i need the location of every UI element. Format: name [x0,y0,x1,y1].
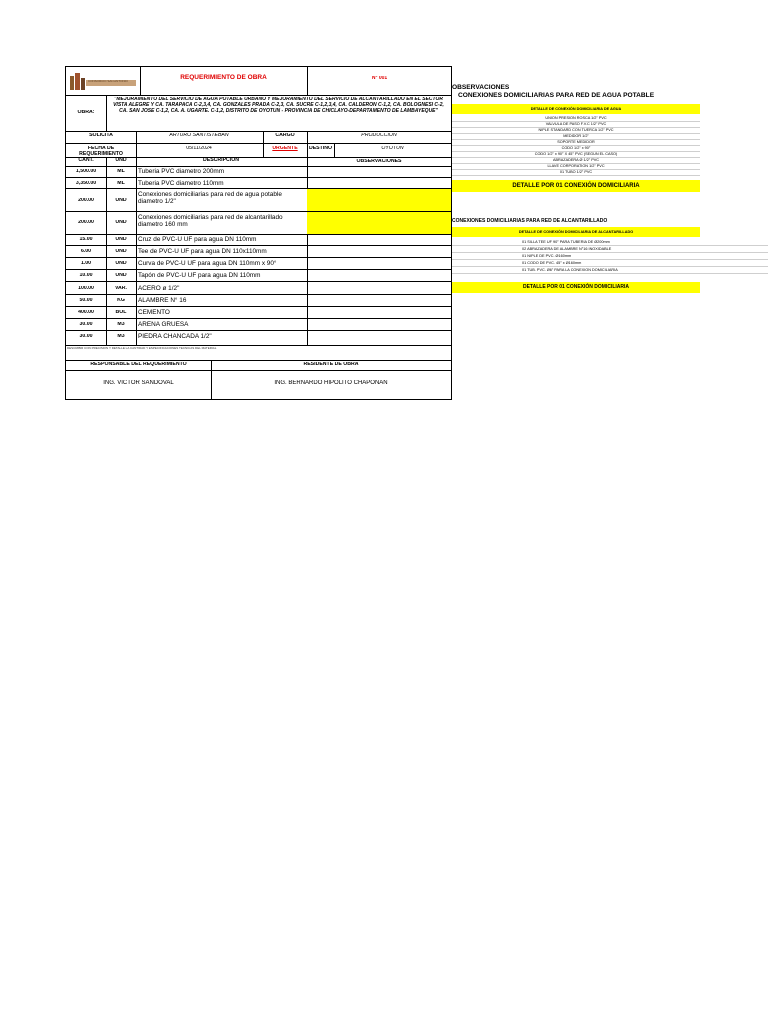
row-desc: Cruz de PVC-U UF para agua DN 110mm [138,236,257,243]
row-cant: 100.00 [78,286,94,291]
row-cant: 200.00 [78,198,94,203]
alcantarillado-section-title: CONEXIONES DOMICILIARIAS PARA RED DE ALCANTARILLADO [452,218,608,224]
company-logo [68,70,138,92]
row-und: UND [115,220,127,225]
obra-label: OBRA: [77,110,95,115]
col-header-desc: DESCRIPCION [202,158,240,163]
document-number: N° 001 [371,76,388,81]
row-und: KG [117,298,125,303]
row-und: UND [115,273,127,278]
list-item: VALVULA DE PASO F.V.C 1/2" PVC [452,121,700,128]
row-desc: Tee de PVC-U UF para agua DN 110x110mm [138,248,267,255]
list-item: LLAVE CORPORATION 1/2" PVC [452,163,700,170]
row-cant: 10.00 [79,273,93,278]
row-desc: Conexiones domiciliarias para red de agua potable diametro 1/2" [138,191,282,206]
row-cant: 1.00 [80,261,92,266]
row-cant: 6.00 [80,249,92,254]
destino-label: DESTINO [308,146,333,151]
list-item: UNION PRESION ROSCA 1/2" PVC [452,115,700,122]
list-item: 01 CODO DE PVC. 45° x Ø160mm [452,260,768,267]
cargo-label: CARGO [275,133,295,138]
col-header-cant: CANT. [78,158,94,163]
row-und: M3 [117,322,125,327]
fecha-label: FECHA DE REQUERIMIENTO [79,146,123,157]
fecha-value: 05/11/2024 [186,146,212,151]
row-cant: 30.00 [79,322,93,327]
row-desc: CEMENTO [138,309,170,316]
row-und: UND [115,249,127,254]
responsable-label: RESPONSABLE DEL REQUERIMIENTO [90,362,187,367]
col-header-und: UND [115,158,127,163]
destino-value: OYOTUN [381,146,404,151]
document-title: REQUERIMIENTO DE OBRA [180,74,267,81]
observaciones-title: OBSERVACIONES [452,84,510,91]
requirement-sheet [65,66,452,400]
cargo-value: PRODUCCION [361,133,397,138]
row-desc: Conexiones domiciliarias para red de alcantarillado diametro 160 mm [138,214,283,229]
row-und: UND [115,198,127,203]
list-item: SOPORTE MEDIDOR [452,139,700,146]
urgency-flag: URGENTE [272,146,298,151]
row-desc: Tapón de PVC-U UF para agua DN 110mm [138,272,261,279]
agua-section-title: CONEXIONES DOMICILIARIAS PARA RED DE AGUA POTABLE [458,92,655,99]
list-item: 01 TUB. PVC. Ø6" PARA LA CONEXION DOMICILIARIA [452,267,768,274]
row-und: M3 [117,334,125,339]
list-item: MEDIDOR 1/2" [452,133,700,140]
row-cant: 400.00 [78,310,94,315]
row-und: VAR. [114,286,127,291]
row-desc: ACERO ø 1/2" [138,285,180,292]
responsable-name: ING. VICTOR SANDOVAL [103,380,174,386]
row-desc: PIEDRA CHANCADA 1/2" [138,333,212,340]
row-desc: ARENA GRUESA [138,321,189,328]
row-cant: 1,500.00 [75,169,97,174]
list-item: 01 SILLA TEE UF 90° PARA TUBERIA DE Ø200mm [452,239,768,246]
obs-highlight [307,212,451,234]
list-item: NIPLE STANDARD CON TUERCA 1/2" PVC [452,127,700,134]
row-desc: ALAMBRE N° 16 [138,297,187,304]
row-desc: Curva de PVC-U UF para agua DN 110mm x 90° [138,260,277,267]
row-cant: 15.00 [79,237,93,242]
residente-name: ING. BERNARDO HIPOLITO CHAPOÑAN [274,380,388,386]
instruction-note: DESCRIBIR CON PRECISION Y DETALLE LA CANTIDAD Y ESPECIFICACIONES TECNICAS DEL MATERIAL [67,347,217,350]
row-und: UND [115,237,127,242]
list-item: CODO 1/2" x 90° X 45° PVC (SEGUN EL CASO) [452,151,700,158]
row-und: ML [117,169,125,174]
row-cant: 3,350.00 [75,181,97,186]
row-und: UND [115,261,127,266]
solicita-value: ARTURO SANTISTEBAN [169,133,229,138]
row-und: ML [117,181,125,186]
alc-detail-footer: DETALLE POR 01 CONEXIÓN DOMICILIARIA [452,282,700,293]
list-item: ABRAZADERA Ø 1/2" PVC [452,157,700,164]
col-header-obs: OBSERVACIONES [356,159,402,164]
obra-description: "MEJORAMIENTO DEL SERVICIO DE AGUA POTABLE URBANO Y MEJORAMIENTO DEL SERVICIO DE ALCANTARILLADO EN EL SECTOR VISTA ALEGRE Y CA. TARAPACA C-2,3,4, CA. GONZALES PRADA C-2,3, CA. SUCRE C-1,2,3,4, CA. CALDERON C-1,2, CA. BOLOGNESI C-2, CA. SAN JOSE C-1,2, CA. A. UGARTE. C-1,2, DISTRITO DE OYOTUN - PROVINCIA DE CHICLAYO-DEPARTAMENTO DE LAMBAYEQUE" [113,97,444,114]
row-und: BOL [115,310,127,315]
list-item: 01 NIPLE DE PVC. Ø160mm [452,253,768,260]
row-desc: Tuberia PVC diametro 110mm [138,180,224,187]
row-cant: 50.00 [79,298,93,303]
row-cant: 30.00 [79,334,93,339]
list-item: CODO 1/2" x 90° [452,145,700,152]
residente-label: RESIDENTE DE OBRA [303,362,359,367]
row-desc: Tuberia PVC diametro 200mm [138,168,225,175]
list-item: 01 TUBO 1/2" PVC [452,169,700,176]
obs-highlight [307,189,451,211]
solicita-label: SOLICITA [89,133,113,138]
row-cant: 200.00 [78,220,94,225]
agua-detail-header: DETALLE DE CONEXIÓN DOMICILIARIA DE AGUA [452,104,700,114]
agua-detail-footer: DETALLE POR 01 CONEXIÓN DOMICILIARIA [452,180,700,192]
logo-text: CONSORCIO SAN ANTONIO [88,79,128,83]
alc-detail-header: DETALLE DE CONEXIÓN DOMICILIARIA DE ALCANTARILLADO [452,227,700,237]
list-item: 02 ABRAZADERA DE ALAMBRE N°16 INOXIDABLE [452,246,768,253]
